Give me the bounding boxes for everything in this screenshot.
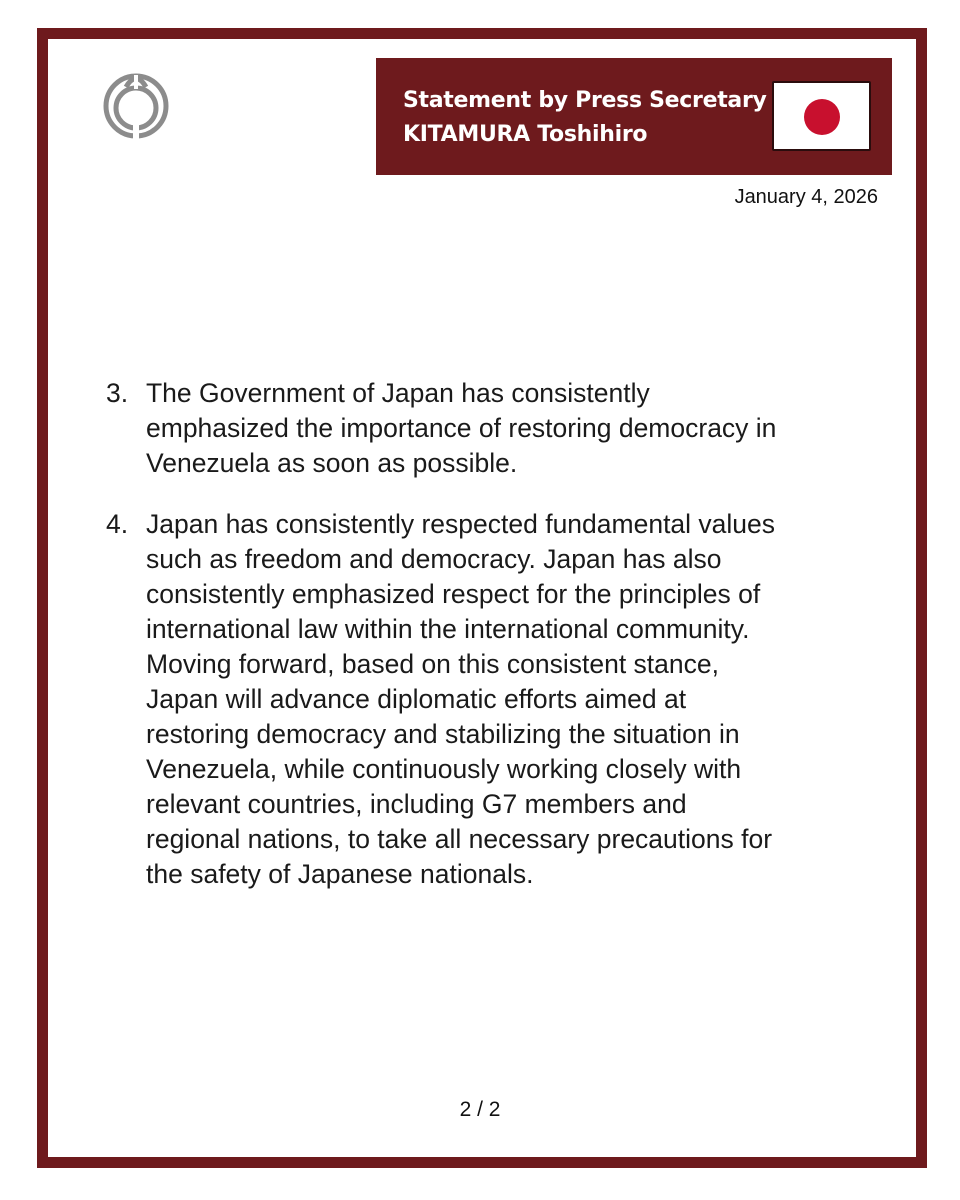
item-line: Japan will advance diplomatic efforts aimed at	[146, 684, 687, 714]
item-line: Venezuela as soon as possible.	[146, 448, 518, 478]
item-number: 4.	[106, 509, 129, 539]
title-line-1: Statement by Press Secretary	[403, 88, 767, 113]
item-line: international law within the international community.	[146, 614, 750, 644]
japan-flag-icon	[772, 81, 871, 151]
statement-title	[403, 84, 767, 152]
title-line-2: KITAMURA Toshihiro	[403, 122, 648, 147]
item-number: 3.	[106, 378, 129, 408]
title-banner	[376, 58, 892, 175]
item-line: restoring democracy and stabilizing the situation in	[146, 719, 740, 749]
flag-sun	[804, 99, 840, 135]
list-item	[106, 376, 866, 481]
list-item	[106, 507, 866, 892]
item-line: emphasized the importance of restoring democracy in	[146, 413, 777, 443]
page-number: 2 / 2	[459, 1098, 501, 1121]
item-line: Moving forward, based on this consistent stance,	[146, 649, 719, 679]
government-emblem-icon	[102, 72, 170, 140]
statement-date: January 4, 2026	[734, 186, 878, 208]
item-line: The Government of Japan has consistently	[146, 378, 650, 408]
item-line: consistently emphasized respect for the principles of	[146, 579, 761, 609]
item-line: Japan has consistently respected fundamental values	[146, 509, 776, 539]
item-line: Venezuela, while continuously working closely with	[146, 754, 742, 784]
item-line: the safety of Japanese nationals.	[146, 859, 534, 889]
statement-list	[106, 376, 866, 918]
item-line: such as freedom and democracy. Japan has also	[146, 544, 722, 574]
item-line: relevant countries, including G7 members and	[146, 789, 687, 819]
item-line: regional nations, to take all necessary precautions for	[146, 824, 773, 854]
